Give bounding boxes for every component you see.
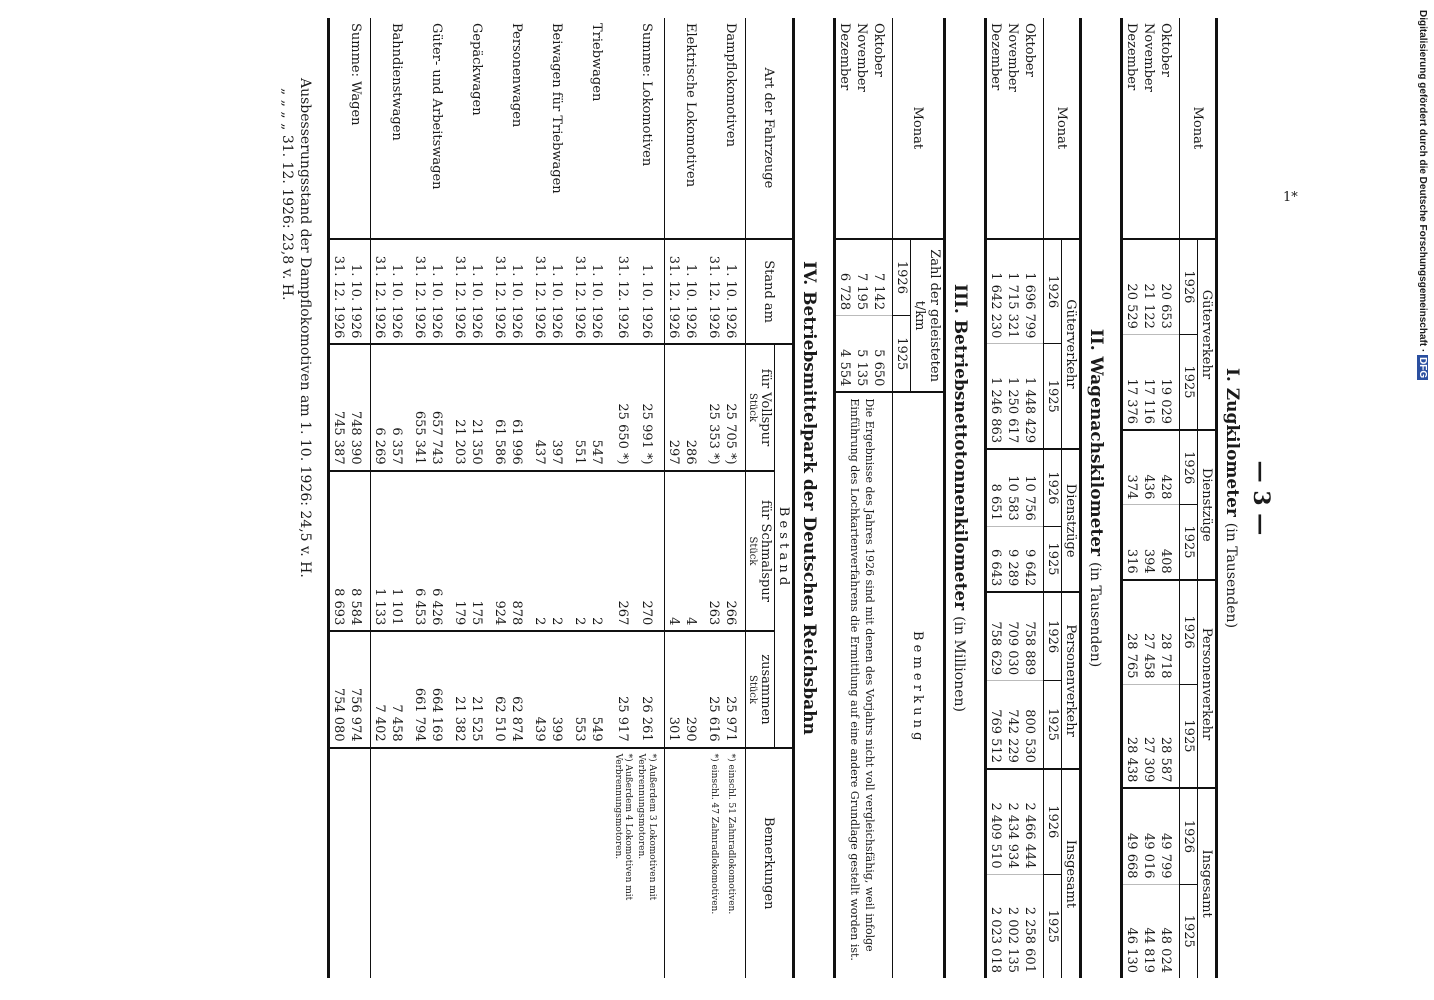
value-cell: 1 715 321 bbox=[1004, 239, 1021, 344]
ausbesserung-note bbox=[279, 78, 313, 978]
header-schmalspur bbox=[746, 471, 775, 632]
value-cell: 709 030 bbox=[1004, 592, 1021, 680]
value-cell: 290 bbox=[682, 631, 705, 747]
table-row bbox=[531, 18, 548, 978]
value-cell: 25 971 bbox=[722, 631, 746, 747]
value-cell: 5 135 bbox=[853, 316, 870, 393]
vehicle-type-cell: Summe: Lokomotiven bbox=[634, 18, 664, 239]
year-header: 1925 bbox=[1180, 334, 1198, 430]
value-cell: 7 402 bbox=[370, 631, 388, 747]
value-cell: 7 458 bbox=[388, 631, 411, 747]
value-cell: 758 629 bbox=[986, 592, 1005, 680]
month-cell: Oktober bbox=[1022, 23, 1037, 77]
header-zusammen bbox=[746, 631, 775, 747]
value-cell: 4 bbox=[665, 471, 683, 632]
value-cell: 6 728 bbox=[835, 239, 854, 316]
value-cell: 924 bbox=[491, 471, 508, 632]
table-row bbox=[428, 18, 451, 978]
value-cell: 28 718 bbox=[1157, 580, 1180, 684]
sidebar-credit: Digitalisierung gefördert durch die Deutsche Forschungsgemeinschaft · DFG bbox=[1417, 10, 1428, 379]
table-row bbox=[705, 18, 722, 978]
table-row bbox=[665, 18, 683, 978]
table-row bbox=[870, 18, 893, 978]
value-cell: 266 bbox=[722, 471, 746, 632]
month-cell: November bbox=[1141, 23, 1156, 92]
remark-cell bbox=[328, 748, 347, 978]
table-row bbox=[571, 18, 588, 978]
value-cell: 1 448 429 bbox=[1021, 344, 1044, 449]
value-cell: 316 bbox=[1122, 505, 1141, 580]
section-title-3 bbox=[950, 18, 970, 978]
value-cell: 9 289 bbox=[1004, 526, 1021, 592]
year-header: 1926 bbox=[1180, 239, 1198, 335]
vehicle-type-cell: Bahndienstwagen bbox=[388, 23, 404, 141]
schmalspur-label: für Schmalspur bbox=[758, 500, 773, 602]
remark-cell bbox=[370, 748, 388, 978]
value-cell: 437 bbox=[531, 344, 548, 470]
date-cell: 1. 10. 1926 bbox=[722, 239, 746, 345]
value-cell: 49 799 bbox=[1157, 788, 1180, 884]
vehicle-type-cell bbox=[611, 18, 635, 239]
remark-cell bbox=[451, 748, 468, 978]
date-cell: 1. 10. 1926 bbox=[468, 239, 491, 345]
value-cell: 25 917 bbox=[611, 631, 635, 747]
zusammen-label: zusammen bbox=[758, 654, 773, 725]
t3-subtitle: (in Millionen) bbox=[951, 616, 967, 712]
header-monat: Monat bbox=[1180, 18, 1217, 239]
remark-cell: *) Außerdem 4 Lokomotiven mit Verbrennungsmotoren. bbox=[611, 748, 635, 978]
table-row bbox=[468, 18, 491, 978]
year-header: 1925 bbox=[1044, 874, 1062, 978]
remark-cell: *) einschl. 47 Zahnradlokomotiven. bbox=[705, 748, 722, 978]
value-cell: 655 341 bbox=[411, 344, 428, 470]
date-cell: 1. 10. 1926 bbox=[508, 239, 531, 345]
table-row bbox=[1021, 18, 1044, 978]
value-cell: 758 889 bbox=[1021, 592, 1044, 680]
header-vollspur bbox=[746, 344, 775, 470]
value-cell: 8 584 bbox=[347, 471, 371, 632]
remark-text: Die Ergebnisse des Jahres 1926 sind mit denen des Vorjahrs nicht voll vergleichsfähig, weil infolge Einführung des Lochkartenverfahrens die Ermittlung auf eine andere Grundlage gestellt worden ist. bbox=[835, 392, 893, 978]
value-cell: 46 130 bbox=[1122, 884, 1141, 978]
table-betriebsmittelpark bbox=[327, 18, 795, 978]
remark-cell bbox=[388, 748, 411, 978]
value-cell: 25 991 *) bbox=[634, 344, 664, 470]
value-cell: 301 bbox=[665, 631, 683, 747]
vehicle-type-cell: Dampflokomotiven bbox=[723, 23, 738, 147]
unit-label: Stück bbox=[747, 536, 758, 566]
value-cell: 2 bbox=[571, 471, 588, 632]
value-cell: 1 133 bbox=[370, 471, 388, 632]
value-cell: 49 016 bbox=[1140, 788, 1157, 884]
value-cell: 21 382 bbox=[451, 631, 468, 747]
remark-cell bbox=[508, 748, 531, 978]
value-cell: 297 bbox=[665, 344, 683, 470]
date-cell: 1. 10. 1926 bbox=[347, 239, 371, 345]
year-header: 1925 bbox=[1044, 344, 1062, 449]
value-cell: 62 874 bbox=[508, 631, 531, 747]
value-cell: 7 195 bbox=[853, 239, 870, 316]
date-cell: 1. 10. 1926 bbox=[428, 239, 451, 345]
date-cell: 31. 12. 1926 bbox=[328, 239, 347, 345]
table-row bbox=[491, 18, 508, 978]
value-cell: 25 616 bbox=[705, 631, 722, 747]
table-row bbox=[347, 18, 371, 978]
note-line-1: Ausbesserungsstand der Dampflokomotiven am 1. 10. 1926: 24,5 v. H. bbox=[296, 78, 313, 578]
header-monat: Monat bbox=[1044, 18, 1081, 239]
value-cell: 800 530 bbox=[1021, 681, 1044, 769]
rotated-content bbox=[277, 18, 1280, 978]
value-cell: 26 261 bbox=[634, 631, 664, 747]
value-cell: 25 353 *) bbox=[705, 344, 722, 470]
value-cell: 49 668 bbox=[1122, 788, 1141, 884]
month-cell: Dezember bbox=[988, 23, 1003, 91]
remark-cell: *) einschl. 51 Zahnradlokomotiven. bbox=[722, 748, 746, 978]
value-cell: 8 651 bbox=[986, 449, 1005, 526]
vehicle-type-cell: Gepäckwagen bbox=[468, 23, 484, 116]
unit-label: Stück bbox=[747, 674, 758, 704]
year-header: 1925 bbox=[1180, 684, 1198, 788]
date-cell: 31. 12. 1926 bbox=[411, 239, 428, 345]
table-row bbox=[451, 18, 468, 978]
date-cell: 1. 10. 1926 bbox=[682, 239, 705, 345]
group-header: Güterverkehr bbox=[1198, 239, 1217, 430]
group-header: Personenverkehr bbox=[1198, 580, 1217, 789]
value-cell: 436 bbox=[1140, 430, 1157, 505]
year-header: 1925 bbox=[1180, 884, 1198, 978]
sidebar-text: Digitalisierung gefördert durch die Deutsche Forschungsgemeinschaft bbox=[1417, 10, 1428, 347]
group-header: Insgesamt bbox=[1062, 769, 1081, 978]
table-row bbox=[370, 18, 388, 978]
table-tonnenkilometer bbox=[833, 18, 946, 978]
value-cell: 394 bbox=[1140, 505, 1157, 580]
year-header: 1926 bbox=[1044, 592, 1062, 680]
t1-subtitle: (in Tausenden) bbox=[1223, 522, 1239, 629]
date-cell: 31. 12. 1926 bbox=[611, 239, 635, 345]
table-row bbox=[1140, 18, 1157, 978]
vehicle-type-cell: Güter- und Arbeitswagen bbox=[428, 23, 444, 190]
value-cell: 61 996 bbox=[508, 344, 531, 470]
value-cell: 263 bbox=[705, 471, 722, 632]
month-cell: Dezember bbox=[1124, 23, 1139, 91]
vehicle-type-cell: Elektrische Lokomotiven bbox=[683, 23, 698, 188]
vehicle-type-cell bbox=[451, 18, 468, 239]
value-cell: 6 269 bbox=[370, 344, 388, 470]
dfg-logo: DFG bbox=[1417, 357, 1428, 379]
header-bemerkung: B e m e r k u n g bbox=[893, 392, 945, 978]
date-cell: 1. 10. 1926 bbox=[388, 239, 411, 345]
table-row bbox=[682, 18, 705, 978]
value-cell: 2 bbox=[548, 471, 571, 632]
value-cell: 428 bbox=[1157, 430, 1180, 505]
remark-cell: *) Außerdem 3 Lokomotiven mit Verbrennungsmotoren. bbox=[634, 748, 664, 978]
value-cell: 20 529 bbox=[1122, 239, 1141, 335]
vehicle-type-cell bbox=[328, 18, 347, 239]
group-header: Güterverkehr bbox=[1062, 239, 1081, 449]
value-cell: 9 642 bbox=[1021, 526, 1044, 592]
value-cell: 2 023 018 bbox=[986, 874, 1005, 978]
vehicle-type-cell: Triebwagen bbox=[588, 23, 604, 102]
value-cell: 397 bbox=[548, 344, 571, 470]
value-cell: 19 029 bbox=[1157, 334, 1180, 430]
value-cell: 17 376 bbox=[1122, 334, 1141, 430]
value-cell: 657 743 bbox=[428, 344, 451, 470]
margin-mark: 1* bbox=[1283, 190, 1298, 205]
table-zugkilometer bbox=[1120, 18, 1218, 978]
value-cell: 267 bbox=[611, 471, 635, 632]
month-cell: November bbox=[854, 23, 869, 92]
value-cell: 553 bbox=[571, 631, 588, 747]
value-cell: 175 bbox=[468, 471, 491, 632]
value-cell: 8 693 bbox=[328, 471, 347, 632]
month-cell: November bbox=[1005, 23, 1020, 92]
header-monat: Monat bbox=[893, 18, 945, 239]
date-cell: 31. 12. 1926 bbox=[571, 239, 588, 345]
value-cell: 179 bbox=[451, 471, 468, 632]
date-cell: 1. 10. 1926 bbox=[548, 239, 571, 345]
t3-title: III. Betriebsnettotonnenkilometer bbox=[950, 284, 970, 611]
value-cell: 7 142 bbox=[870, 239, 893, 316]
vehicle-type-cell bbox=[491, 18, 508, 239]
remark-cell bbox=[468, 748, 491, 978]
table-row bbox=[508, 18, 531, 978]
date-cell: 31. 12. 1926 bbox=[491, 239, 508, 345]
value-cell: 4 bbox=[682, 471, 705, 632]
value-cell: 10 756 bbox=[1021, 449, 1044, 526]
year-header: 1926 bbox=[1180, 580, 1198, 684]
page-number: — 3 — bbox=[1248, 460, 1274, 536]
t4-body bbox=[328, 18, 745, 978]
t2-title: II. Wagenachskilometer bbox=[1086, 328, 1106, 557]
table-row bbox=[588, 18, 611, 978]
header-bestand: B e s t a n d bbox=[775, 344, 794, 747]
year-header: 1925 bbox=[1044, 681, 1062, 769]
section-title-1 bbox=[1222, 18, 1242, 978]
value-cell: 878 bbox=[508, 471, 531, 632]
header-zahl: Zahl der geleisteten t/km bbox=[911, 239, 945, 393]
value-cell: 17 116 bbox=[1140, 334, 1157, 430]
vehicle-type-cell bbox=[571, 18, 588, 239]
value-cell: 408 bbox=[1157, 505, 1180, 580]
year-header: 1926 bbox=[1180, 430, 1198, 505]
note-line-2: „ „ „ „ 31. 12. 1926: 23,8 v. H. bbox=[278, 88, 295, 301]
value-cell: 374 bbox=[1122, 430, 1141, 505]
value-cell: 742 229 bbox=[1004, 681, 1021, 769]
value-cell: 1 101 bbox=[388, 471, 411, 632]
value-cell: 547 bbox=[588, 344, 611, 470]
value-cell: 399 bbox=[548, 631, 571, 747]
table-row bbox=[548, 18, 571, 978]
vehicle-type-cell bbox=[411, 18, 428, 239]
group-header: Dienstzüge bbox=[1198, 430, 1217, 580]
value-cell: 286 bbox=[682, 344, 705, 470]
table-row bbox=[1122, 18, 1141, 978]
value-cell: 28 587 bbox=[1157, 684, 1180, 788]
value-cell: 2 258 601 bbox=[1021, 874, 1044, 978]
header-bemerkungen: Bemerkungen bbox=[746, 748, 794, 978]
value-cell: 664 169 bbox=[428, 631, 451, 747]
value-cell: 745 387 bbox=[328, 344, 347, 470]
table-row bbox=[388, 18, 411, 978]
value-cell: 62 510 bbox=[491, 631, 508, 747]
unit-label: Stück bbox=[747, 393, 758, 422]
value-cell: 2 bbox=[531, 471, 548, 632]
value-cell: 5 650 bbox=[870, 316, 893, 393]
value-cell: 2 409 510 bbox=[986, 769, 1005, 874]
value-cell: 2 bbox=[588, 471, 611, 632]
value-cell: 10 583 bbox=[1004, 449, 1021, 526]
remark-cell bbox=[548, 748, 571, 978]
vehicle-type-cell: Personenwagen bbox=[508, 23, 524, 128]
value-cell: 549 bbox=[588, 631, 611, 747]
remark-cell bbox=[571, 748, 588, 978]
value-cell: 25 650 *) bbox=[611, 344, 635, 470]
group-header: Insgesamt bbox=[1198, 788, 1217, 978]
remark-cell bbox=[531, 748, 548, 978]
value-cell: 21 203 bbox=[451, 344, 468, 470]
table-row bbox=[634, 18, 664, 978]
vehicle-type-cell bbox=[665, 18, 683, 239]
value-cell: 6 453 bbox=[411, 471, 428, 632]
header-stand: Stand am bbox=[746, 239, 794, 345]
vehicle-type-cell bbox=[531, 18, 548, 239]
vollspur-label: für Vollspur bbox=[758, 368, 773, 447]
value-cell: 48 024 bbox=[1157, 884, 1180, 978]
value-cell: 20 653 bbox=[1157, 239, 1180, 335]
table-row bbox=[611, 18, 635, 978]
year-header: 1926 bbox=[1044, 449, 1062, 526]
group-header: Personenverkehr bbox=[1062, 592, 1081, 769]
value-cell: 4 554 bbox=[835, 316, 854, 393]
value-cell: 44 819 bbox=[1140, 884, 1157, 978]
year-header: 1926 bbox=[1180, 788, 1198, 884]
year-header: 1926 bbox=[893, 239, 911, 316]
remark-cell bbox=[347, 748, 371, 978]
t2-subtitle: (in Tausenden) bbox=[1087, 561, 1103, 668]
section-title-4: IV. Betriebsmittelpark der Deutschen Reichsbahn bbox=[799, 261, 819, 735]
table-row bbox=[1004, 18, 1021, 978]
vehicle-type-cell bbox=[370, 18, 388, 239]
value-cell: 28 438 bbox=[1122, 684, 1141, 788]
table-row bbox=[722, 18, 746, 978]
month-cell: Dezember bbox=[837, 23, 852, 91]
value-cell: 2 434 934 bbox=[1004, 769, 1021, 874]
section-title-2 bbox=[1086, 18, 1106, 978]
value-cell: 6 643 bbox=[986, 526, 1005, 592]
value-cell: 769 512 bbox=[986, 681, 1005, 769]
value-cell: 28 765 bbox=[1122, 580, 1141, 684]
vehicle-type-cell: Beiwagen für Triebwagen bbox=[548, 23, 564, 194]
value-cell: 754 080 bbox=[328, 631, 347, 747]
value-cell: 21 350 bbox=[468, 344, 491, 470]
remark-cell bbox=[665, 748, 683, 978]
value-cell: 6 357 bbox=[388, 344, 411, 470]
month-cell: Oktober bbox=[871, 23, 886, 77]
value-cell: 21 122 bbox=[1140, 239, 1157, 335]
value-cell: 21 525 bbox=[468, 631, 491, 747]
value-cell: 25 705 *) bbox=[722, 344, 746, 470]
value-cell: 1 250 617 bbox=[1004, 344, 1021, 449]
remark-cell bbox=[428, 748, 451, 978]
value-cell: 551 bbox=[571, 344, 588, 470]
remark-cell bbox=[411, 748, 428, 978]
value-cell: 661 794 bbox=[411, 631, 428, 747]
date-cell: 31. 12. 1926 bbox=[665, 239, 683, 345]
value-cell: 756 974 bbox=[347, 631, 371, 747]
value-cell: 1 246 863 bbox=[986, 344, 1005, 449]
date-cell: 31. 12. 1926 bbox=[451, 239, 468, 345]
remark-cell bbox=[491, 748, 508, 978]
value-cell: 270 bbox=[634, 471, 664, 632]
year-header: 1925 bbox=[1180, 505, 1198, 580]
t1-title: I. Zugkilometer bbox=[1222, 367, 1242, 517]
year-header: 1926 bbox=[1044, 769, 1062, 874]
table-wagenachskilometer bbox=[984, 18, 1082, 978]
date-cell: 31. 12. 1926 bbox=[370, 239, 388, 345]
remark-cell bbox=[682, 748, 705, 978]
value-cell: 748 390 bbox=[347, 344, 371, 470]
vehicle-type-cell bbox=[705, 18, 722, 239]
year-header: 1926 bbox=[1044, 239, 1062, 344]
date-cell: 31. 12. 1926 bbox=[531, 239, 548, 345]
table-row bbox=[411, 18, 428, 978]
value-cell: 2 002 135 bbox=[1004, 874, 1021, 978]
month-cell: Oktober bbox=[1158, 23, 1173, 77]
date-cell: 1. 10. 1926 bbox=[588, 239, 611, 345]
value-cell: 27 309 bbox=[1140, 684, 1157, 788]
date-cell: 31. 12. 1926 bbox=[705, 239, 722, 345]
value-cell: 1 642 230 bbox=[986, 239, 1005, 344]
value-cell: 439 bbox=[531, 631, 548, 747]
table-row bbox=[986, 18, 1005, 978]
table-row bbox=[328, 18, 347, 978]
date-cell: 1. 10. 1926 bbox=[634, 239, 664, 345]
value-cell: 27 458 bbox=[1140, 580, 1157, 684]
group-header: Dienstzüge bbox=[1062, 449, 1081, 592]
value-cell: 2 466 444 bbox=[1021, 769, 1044, 874]
value-cell: 61 586 bbox=[491, 344, 508, 470]
table-row bbox=[1157, 18, 1180, 978]
year-header: 1925 bbox=[1044, 526, 1062, 592]
value-cell: 1 696 799 bbox=[1021, 239, 1044, 344]
header-art: Art der Fahrzeuge bbox=[746, 18, 794, 239]
remark-cell bbox=[588, 748, 611, 978]
year-header: 1925 bbox=[893, 316, 911, 393]
value-cell: 6 426 bbox=[428, 471, 451, 632]
vehicle-type-cell: Summe: Wagen bbox=[347, 18, 371, 239]
